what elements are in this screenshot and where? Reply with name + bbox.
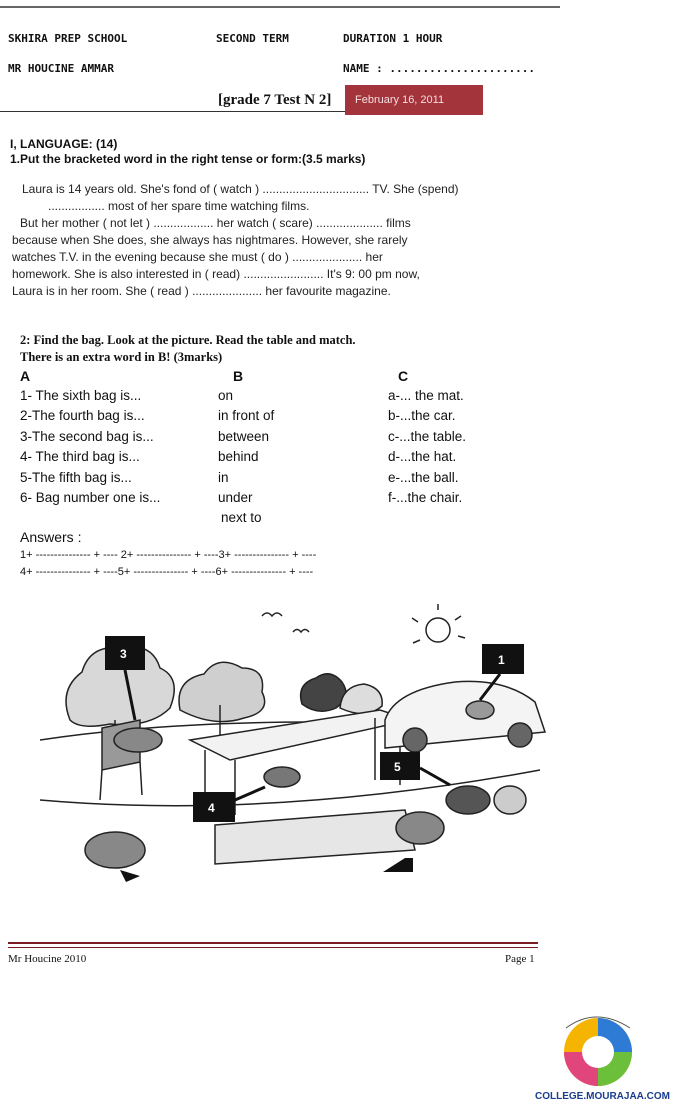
- column-c-item: c-...the table.: [388, 428, 467, 444]
- column-c-item: b-...the car.: [388, 408, 456, 424]
- column-c-item: d-...the hat.: [388, 449, 457, 465]
- column-b: [218, 386, 274, 529]
- test-title: [grade 7 Test N 2]: [218, 92, 332, 108]
- column-c-header: C: [398, 368, 409, 384]
- column-c: [388, 386, 466, 508]
- term-label: SECOND TERM: [216, 32, 289, 45]
- column-b-item: next to: [221, 510, 262, 526]
- column-b-item: between: [218, 428, 270, 444]
- teacher-name: MR HOUCINE AMMAR: [8, 62, 114, 75]
- footer-rule-top: [8, 942, 538, 944]
- column-c-item: a-... the mat.: [388, 388, 464, 403]
- column-a: [20, 386, 160, 508]
- answer-line-1: 1+ --------------- + ---- 2+ --------------- + ----3+ --------------- + ----: [20, 549, 317, 561]
- duration-label: DURATION 1 HOUR: [343, 32, 443, 45]
- column-c-item: f-...the chair.: [388, 490, 463, 506]
- answer-line-2: 4+ --------------- + ----5+ --------------- + ----6+ --------------- + ----: [20, 566, 314, 578]
- paragraph-line: Laura is in her room. She ( read ) ..................... her favourite magazine.: [12, 284, 391, 298]
- column-a-item: 5-The fifth bag is...: [20, 469, 132, 485]
- picture-label-5: 5: [394, 760, 401, 774]
- footer-rule-bottom: [8, 947, 538, 948]
- section1-heading: I, LANGUAGE: (14): [10, 137, 118, 151]
- site-url: COLLEGE.MOURAJAA.COM: [535, 1091, 670, 1102]
- column-a-item: 1- The sixth bag is...: [20, 388, 142, 403]
- section1-paragraph: [12, 181, 460, 300]
- paragraph-line: watches T.V. in the evening because she must ( do ) ..................... her: [12, 250, 383, 264]
- column-b-item: under: [218, 490, 253, 506]
- column-a-item: 6- Bag number one is...: [20, 490, 161, 506]
- paragraph-line: But her mother ( not let ) .................. her watch ( scare) .................... films: [20, 216, 411, 230]
- section2-note: There is an extra word in B! (3marks): [20, 350, 223, 364]
- column-b-header: B: [233, 368, 244, 384]
- paragraph-line: Laura is 14 years old. She's fond of ( watch ) ................................ TV. She (spend): [22, 182, 459, 196]
- answers-label: Answers :: [20, 529, 82, 545]
- paragraph-line: because when She does, she always has nightmares. However, she rarely: [12, 233, 408, 247]
- header-rule: [0, 111, 345, 112]
- date-badge: February 16, 2011: [345, 85, 483, 115]
- picture-label-1: 1: [498, 653, 505, 667]
- paragraph-line: ................. most of her spare time watching films.: [48, 199, 310, 213]
- column-b-item: in front of: [218, 408, 275, 424]
- student-name-field: NAME : ......................: [343, 62, 536, 75]
- site-logo-icon: [556, 1010, 640, 1090]
- top-rule: [0, 6, 560, 8]
- footer-author: Mr Houcine 2010: [8, 953, 87, 965]
- picture-label-3: 3: [120, 647, 127, 661]
- school-name: SKHIRA PREP SCHOOL: [8, 32, 128, 45]
- column-a-item: 4- The third bag is...: [20, 449, 140, 465]
- column-a-header: A: [20, 368, 31, 384]
- bags-picture: [40, 600, 550, 890]
- column-c-item: e-...the ball.: [388, 469, 459, 485]
- footer-page-number: Page 1: [505, 953, 535, 965]
- column-b-item: on: [218, 388, 234, 403]
- column-b-item: behind: [218, 449, 259, 465]
- picture-label-4: 4: [208, 801, 215, 815]
- sun-icon: [426, 618, 450, 642]
- section2-instruction: 2: Find the bag. Look at the picture. Read the table and match.: [20, 333, 356, 347]
- column-b-item: in: [218, 469, 229, 485]
- column-a-item: 2-The fourth bag is...: [20, 408, 145, 424]
- column-a-item: 3-The second bag is...: [20, 428, 154, 444]
- section1-instruction: 1.Put the bracketed word in the right tense or form:(3.5 marks): [10, 152, 366, 166]
- paragraph-line: homework. She is also interested in ( read) ........................ It's 9: 00 pm now,: [12, 267, 420, 281]
